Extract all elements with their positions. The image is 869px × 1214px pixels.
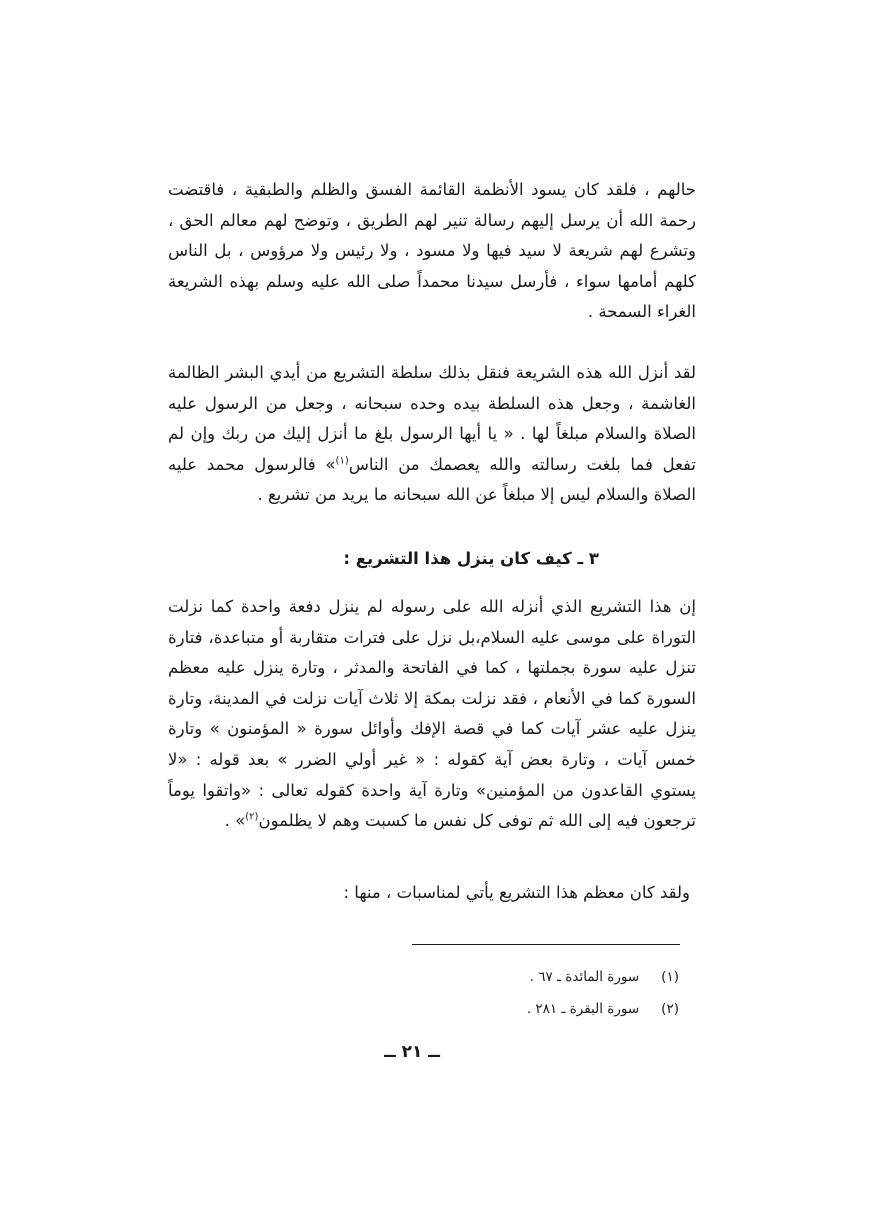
footnote-2 [527, 997, 679, 1021]
paragraph-1-text: حالهم ، فلقد كان يسود الأنظمة القائمة الفسق والظلم والطبقية ، فاقتضت رحمة الله أن يرسل إليهم رسالة تنير لهم الطريق ، وتوضح لهم معالم الحق ، وتشرع لهم شريعة لا سيد فيها ولا مسود ، ولا رئيس ولا مرؤوس ، بل الناس كلهم أمامها سواء ، فأرسل سيدنا محمداً صلى الله عليه وسلم بهذه الشريعة الغراء السمحة . [168, 180, 696, 322]
footnote-ref-1: (١) [335, 455, 349, 467]
footnote-1-number: (١) [661, 969, 679, 985]
paragraph-1 [168, 175, 696, 328]
footnote-1 [530, 965, 679, 989]
paragraph-3 [168, 592, 696, 837]
paragraph-3-text-a: إن هذا التشريع الذي أنزله الله على رسوله لم ينزل دفعة واحدة كما نزلت التوراة على موسى عليه السلام،بل نزل على فترات متقاربة أو متباعدة، فتارة تنزل عليه سورة بجملتها ، كما في الفاتحة والمدثر ، وتارة ينزل عليه معظم السورة كما في الأنعام ، فقد نزلت بمكة إلا ثلاث آيات نزلت في المدينة، وتارة ينزل عليه عشر آيات كما في قصة الإفك وأوائل سورة « المؤمنون » وتارة خمس آيات ، وتارة بعض آية كقوله : « غير أولي الضرر » بعد قوله : «لا يستوي القاعدون من المؤمنين» وتارة آية واحدة كقوله تعالى : «واتقوا يوماً ترجعون فيه إلى الله ثم توفى كل نفس ما كسبت وهم لا يظلمون [168, 597, 696, 831]
paragraph-2 [168, 358, 696, 511]
footnote-2-text: سورة البقرة ـ ٢٨١ . [526, 1001, 640, 1017]
page-number: ــ ٢١ ــ [384, 1042, 440, 1062]
footnote-2-number: (٢) [661, 1001, 679, 1017]
section-heading: ٣ ـ كيف كان ينزل هذا التشريع : [343, 549, 599, 568]
footnote-1-text: سورة المائدة ـ ٦٧ . [529, 969, 640, 985]
paragraph-2-text-b: » فالرسول محمد عليه الصلاة والسلام ليس إلا مبلغاً عن الله سبحانه ما يريد من تشريع . [168, 454, 696, 505]
paragraph-3-text-b: » . [224, 811, 246, 831]
paragraph-4-text: ولقد كان معظم هذا التشريع يأتي لمناسبات ، منها : [343, 883, 690, 902]
footnote-ref-2: (٢) [245, 811, 259, 823]
paragraph-4 [260, 878, 690, 909]
paragraph-2-text-a: لقد أنزل الله هذه الشريعة فنقل بذلك سلطة التشريع من أيدي البشر الظالمة الغاشمة ، وجعل هذه السلطة بيده وحده سبحانه ، وجعل من الرسول عليه الصلاة والسلام مبلغاً لها . « يا أيها الرسول بلغ ما أنزل إليك من ربك وإن لم تفعل فما بلغت رسالته والله يعصمك من الناس [168, 363, 696, 474]
footnote-separator [412, 944, 680, 945]
